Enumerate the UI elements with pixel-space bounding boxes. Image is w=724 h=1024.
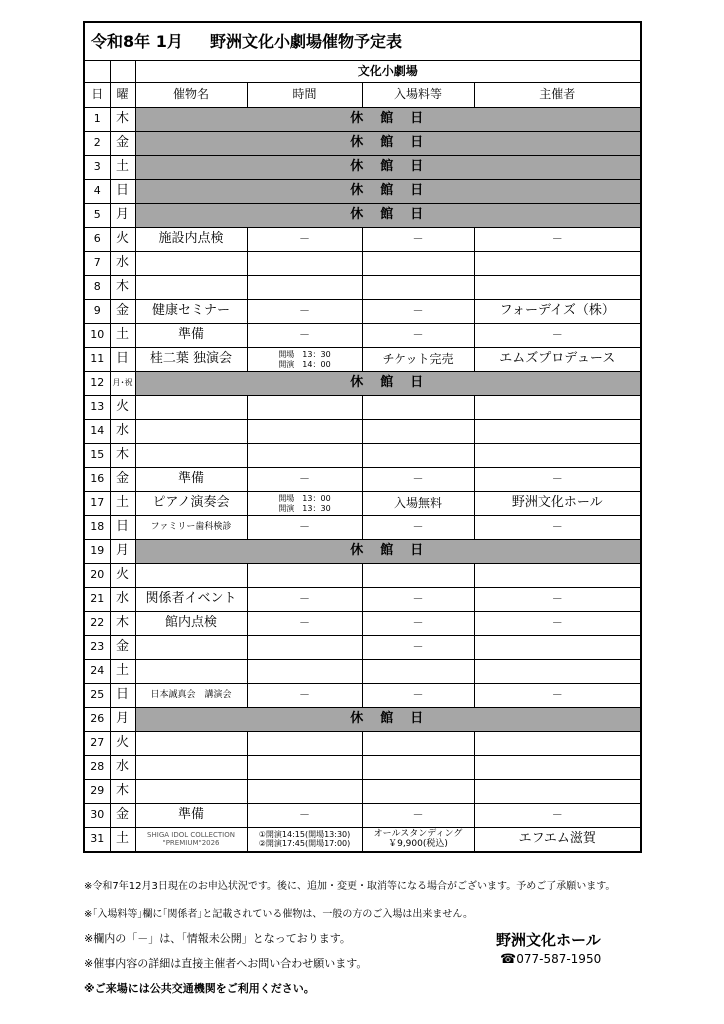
event-name — [135, 420, 247, 444]
header-row — [84, 83, 641, 108]
day-number: 16 — [84, 468, 110, 492]
event-name-line: SHIGA IDOL COLLECTION — [147, 831, 235, 840]
admission: － — [362, 324, 474, 348]
day-row — [84, 804, 641, 828]
event-time — [247, 276, 362, 300]
day-row — [84, 420, 641, 444]
event-name: 日本誠真会 講演会 — [135, 684, 247, 708]
weekday: 木 — [110, 612, 135, 636]
col-admission-header: 入場料等 — [362, 83, 474, 108]
event-time: － — [247, 324, 362, 348]
closed-cell: 休 館 日 — [135, 132, 641, 156]
day-number: 1 — [84, 108, 110, 132]
weekday: 火 — [110, 228, 135, 252]
day-number: 3 — [84, 156, 110, 180]
col-event-header: 催物名 — [135, 83, 247, 108]
event-name: 準備 — [135, 468, 247, 492]
organizer: エフエム滋賀 — [474, 828, 641, 853]
event-time — [247, 636, 362, 660]
admission — [362, 252, 474, 276]
weekday: 金 — [110, 132, 135, 156]
day-row — [84, 732, 641, 756]
admission: － — [362, 684, 474, 708]
event-name: ファミリー歯科検診 — [135, 516, 247, 540]
event-name — [135, 660, 247, 684]
event-name: 関係者イベント — [135, 588, 247, 612]
day-row — [84, 636, 641, 660]
note-dash: ※欄内の「－」は、「情報未公開」となっております。 — [84, 932, 351, 945]
venue-row — [84, 61, 641, 83]
admission — [362, 828, 474, 853]
event-time — [247, 252, 362, 276]
admission — [362, 564, 474, 588]
event-time — [247, 780, 362, 804]
day-row — [84, 156, 641, 180]
event-time — [247, 732, 362, 756]
event-time-line: 開演 13：30 — [278, 503, 331, 513]
weekday: 木 — [110, 276, 135, 300]
day-number: 19 — [84, 540, 110, 564]
admission-line: ￥9,900(税込) — [388, 838, 448, 849]
organizer: 野洲文化ホール — [474, 492, 641, 516]
event-time: － — [247, 804, 362, 828]
admission: － — [362, 588, 474, 612]
event-time: － — [247, 468, 362, 492]
day-row — [84, 396, 641, 420]
admission — [362, 276, 474, 300]
event-time-line: 開場 13：00 — [278, 494, 331, 504]
weekday: 日 — [110, 684, 135, 708]
closed-cell: 休 館 日 — [135, 708, 641, 732]
closed-cell: 休 館 日 — [135, 372, 641, 396]
event-time: － — [247, 516, 362, 540]
day-row — [84, 252, 641, 276]
event-time — [247, 660, 362, 684]
page-title: 野洲文化小劇場催物予定表 — [210, 31, 403, 51]
organizer — [474, 396, 641, 420]
day-number: 11 — [84, 348, 110, 372]
event-time — [247, 828, 362, 853]
note-admission: ※｢入場料等｣欄に｢関係者｣と記載されている催物は、一般の方のご入場は出来ません。 — [84, 909, 473, 920]
weekday: 火 — [110, 732, 135, 756]
weekday: 火 — [110, 396, 135, 420]
day-row — [84, 540, 641, 564]
event-time: － — [247, 228, 362, 252]
day-number: 22 — [84, 612, 110, 636]
event-time: － — [247, 588, 362, 612]
day-row — [84, 300, 641, 324]
note-inquiry: ※催事内容の詳細は直接主催者へお問い合わせ願います。 — [84, 957, 368, 970]
organizer — [474, 564, 641, 588]
schedule-table — [83, 21, 642, 853]
organizer: － — [474, 324, 641, 348]
title-row — [84, 22, 641, 61]
event-time-line: ②開演17:45(開場17:00) — [258, 838, 351, 848]
day-number: 13 — [84, 396, 110, 420]
admission: － — [362, 468, 474, 492]
day-number: 8 — [84, 276, 110, 300]
day-number: 20 — [84, 564, 110, 588]
day-row — [84, 660, 641, 684]
event-name — [135, 636, 247, 660]
col-weekday-header: 曜 — [110, 83, 135, 108]
day-number: 6 — [84, 228, 110, 252]
weekday: 日 — [110, 180, 135, 204]
day-number: 31 — [84, 828, 110, 853]
col-day-header: 日 — [84, 83, 110, 108]
note-status: ※令和7年12月3日現在のお申込状況です。後に、追加・変更・取消等になる場合がございます。予めご了承願います。 — [84, 881, 616, 892]
day-number: 29 — [84, 780, 110, 804]
admission — [362, 732, 474, 756]
event-name: ピアノ演奏会 — [135, 492, 247, 516]
day-number: 12 — [84, 372, 110, 396]
weekday: 月 — [110, 708, 135, 732]
weekday: 木 — [110, 108, 135, 132]
event-time — [247, 348, 362, 372]
day-row — [84, 516, 641, 540]
organizer: － — [474, 804, 641, 828]
admission: チケット完売 — [362, 348, 474, 372]
weekday: 日 — [110, 516, 135, 540]
day-row — [84, 276, 641, 300]
weekday: 金 — [110, 636, 135, 660]
weekday: 日 — [110, 348, 135, 372]
organizer — [474, 780, 641, 804]
note-transport: ※ご来場には公共交通機関をご利用ください。 — [84, 982, 315, 995]
day-number: 24 — [84, 660, 110, 684]
closed-cell: 休 館 日 — [135, 156, 641, 180]
organizer — [474, 660, 641, 684]
day-row — [84, 108, 641, 132]
day-number: 28 — [84, 756, 110, 780]
day-row — [84, 588, 641, 612]
weekday: 月 — [110, 540, 135, 564]
day-number: 25 — [84, 684, 110, 708]
weekday: 土 — [110, 492, 135, 516]
organizer: － — [474, 468, 641, 492]
day-number: 21 — [84, 588, 110, 612]
closed-cell: 休 館 日 — [135, 108, 641, 132]
organizer: エムズプロデュース — [474, 348, 641, 372]
period-label: 令和8年 1月 — [91, 31, 183, 51]
day-row — [84, 492, 641, 516]
day-number: 4 — [84, 180, 110, 204]
closed-cell: 休 館 日 — [135, 540, 641, 564]
admission — [362, 780, 474, 804]
event-name: 健康セミナー — [135, 300, 247, 324]
closed-cell: 休 館 日 — [135, 180, 641, 204]
admission-line: オールスタンディング — [373, 829, 463, 840]
event-time-line: ①開演14:15(開場13:30) — [258, 830, 351, 840]
admission — [362, 756, 474, 780]
weekday: 月 — [110, 204, 135, 228]
organizer — [474, 636, 641, 660]
event-name: 館内点検 — [135, 612, 247, 636]
weekday: 火 — [110, 564, 135, 588]
admission: 入場無料 — [362, 492, 474, 516]
day-row — [84, 348, 641, 372]
organizer: － — [474, 228, 641, 252]
venue-name: 文化小劇場 — [135, 61, 641, 83]
hall-name: 野洲文化ホール — [496, 931, 601, 949]
organizer — [474, 756, 641, 780]
weekday: 木 — [110, 780, 135, 804]
event-name: 準備 — [135, 324, 247, 348]
organizer — [474, 276, 641, 300]
event-name — [135, 396, 247, 420]
admission: － — [362, 300, 474, 324]
admission: － — [362, 636, 474, 660]
event-time-line: 開場 13：30 — [278, 350, 331, 360]
organizer: － — [474, 612, 641, 636]
day-row — [84, 708, 641, 732]
event-name — [135, 564, 247, 588]
day-row — [84, 684, 641, 708]
admission — [362, 396, 474, 420]
event-name: 施設内点検 — [135, 228, 247, 252]
weekday: 水 — [110, 756, 135, 780]
organizer — [474, 252, 641, 276]
event-time — [247, 564, 362, 588]
event-name — [135, 252, 247, 276]
day-row — [84, 828, 641, 853]
event-time: － — [247, 612, 362, 636]
day-row — [84, 756, 641, 780]
weekday: 土 — [110, 828, 135, 853]
day-number: 2 — [84, 132, 110, 156]
event-time — [247, 756, 362, 780]
weekday: 金 — [110, 804, 135, 828]
day-row — [84, 612, 641, 636]
weekday: 木 — [110, 444, 135, 468]
day-number: 17 — [84, 492, 110, 516]
weekday: 金 — [110, 468, 135, 492]
event-name — [135, 780, 247, 804]
event-name-line: "PREMIUM"2026 — [162, 838, 220, 847]
event-name — [135, 444, 247, 468]
weekday: 水 — [110, 252, 135, 276]
day-number: 7 — [84, 252, 110, 276]
weekday: 水 — [110, 420, 135, 444]
event-name — [135, 756, 247, 780]
organizer: フォーデイズ（株） — [474, 300, 641, 324]
weekday: 土 — [110, 660, 135, 684]
day-row — [84, 180, 641, 204]
organizer — [474, 732, 641, 756]
col-time-header: 時間 — [247, 83, 362, 108]
event-time — [247, 396, 362, 420]
weekday: 月･祝 — [110, 372, 135, 396]
admission: － — [362, 612, 474, 636]
day-number: 23 — [84, 636, 110, 660]
day-row — [84, 324, 641, 348]
day-number: 18 — [84, 516, 110, 540]
event-time-line: 開演 14：00 — [278, 359, 331, 369]
weekday: 金 — [110, 300, 135, 324]
organizer: － — [474, 588, 641, 612]
weekday: 土 — [110, 156, 135, 180]
organizer — [474, 444, 641, 468]
weekday: 水 — [110, 588, 135, 612]
day-number: 14 — [84, 420, 110, 444]
event-name: 準備 — [135, 804, 247, 828]
event-name — [135, 732, 247, 756]
day-row — [84, 204, 641, 228]
day-row — [84, 468, 641, 492]
closed-cell: 休 館 日 — [135, 204, 641, 228]
phone-number: 077-587-1950 — [516, 952, 602, 966]
day-row — [84, 780, 641, 804]
phone-icon: ☎ — [500, 952, 517, 967]
organizer: － — [474, 684, 641, 708]
day-number: 27 — [84, 732, 110, 756]
phone-contact — [500, 952, 601, 967]
day-number: 9 — [84, 300, 110, 324]
event-name: 桂二葉 独演会 — [135, 348, 247, 372]
day-row — [84, 372, 641, 396]
admission — [362, 420, 474, 444]
event-time — [247, 444, 362, 468]
admission — [362, 660, 474, 684]
weekday: 土 — [110, 324, 135, 348]
event-time — [247, 420, 362, 444]
day-number: 10 — [84, 324, 110, 348]
event-name — [135, 276, 247, 300]
admission: － — [362, 516, 474, 540]
day-number: 30 — [84, 804, 110, 828]
event-time: － — [247, 684, 362, 708]
admission: － — [362, 228, 474, 252]
day-row — [84, 132, 641, 156]
organizer: － — [474, 516, 641, 540]
event-name — [135, 828, 247, 853]
day-row — [84, 444, 641, 468]
day-number: 15 — [84, 444, 110, 468]
admission — [362, 444, 474, 468]
event-time: － — [247, 300, 362, 324]
event-time — [247, 492, 362, 516]
organizer — [474, 420, 641, 444]
col-organizer-header: 主催者 — [474, 83, 641, 108]
day-number: 5 — [84, 204, 110, 228]
day-number: 26 — [84, 708, 110, 732]
admission: － — [362, 804, 474, 828]
day-row — [84, 564, 641, 588]
day-row — [84, 228, 641, 252]
